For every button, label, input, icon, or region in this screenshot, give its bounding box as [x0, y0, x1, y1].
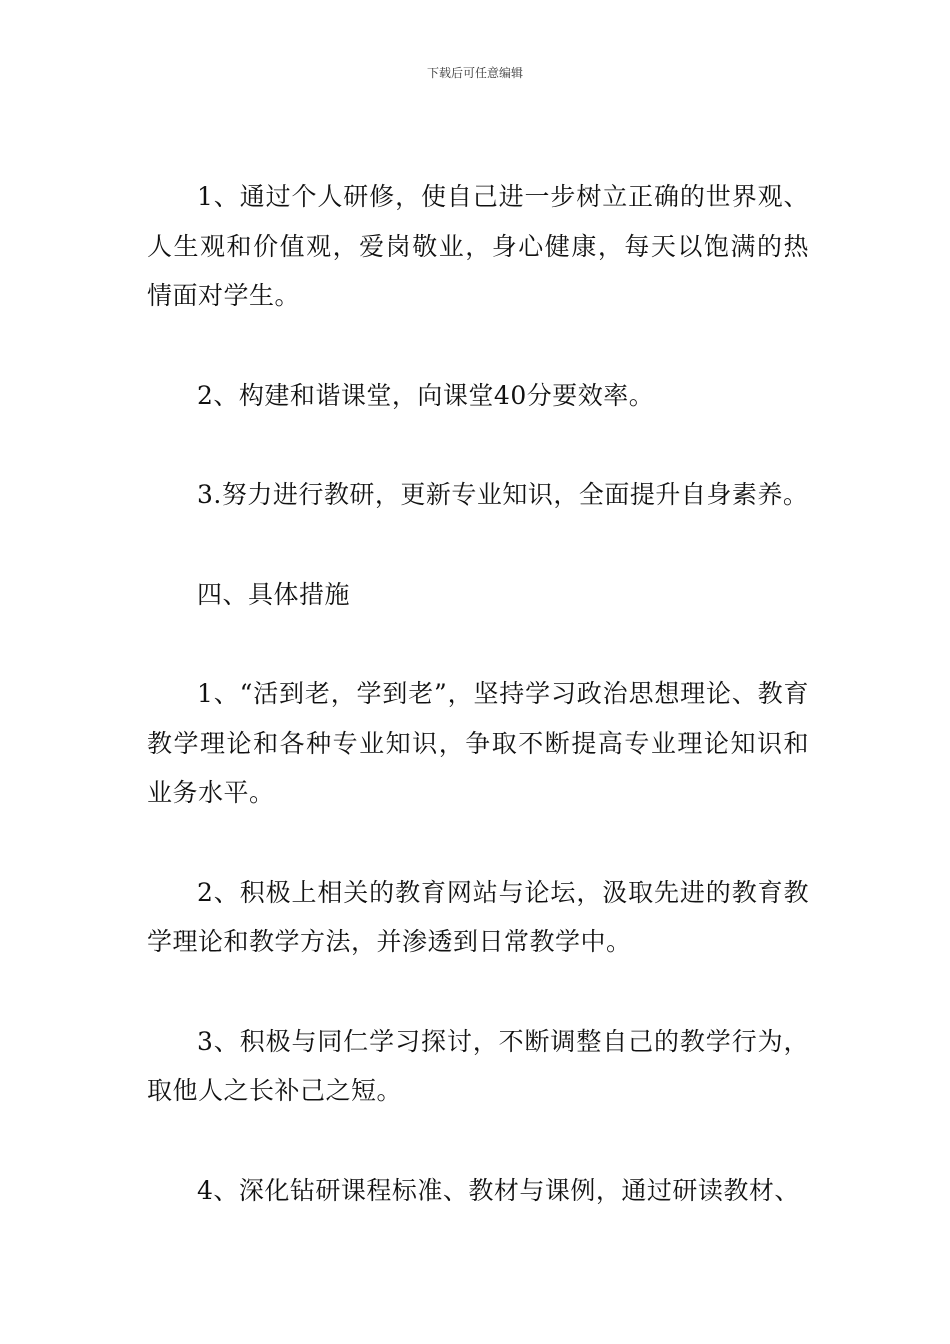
section-heading-measures: 四、具体措施: [197, 579, 351, 609]
paragraph-goal-2: 2、构建和谐课堂，向课堂40分要效率。: [197, 380, 655, 410]
paragraph-goal-1: 1、通过个人研修，使自己进一步树立正确的世界观、人生观和价值观，爱岗敬业，身心健康，每天以饱满的热情面对学生。: [147, 182, 809, 310]
paragraph-goal-3: 3.努力进行教研，更新专业知识，全面提升自身素养。: [197, 480, 809, 509]
paragraph-measure-1: 1、“活到老，学到老”，坚持学习政治思想理论、教育教学理论和各种专业知识，争取不断提高专业理论知识和业务水平。: [147, 679, 809, 807]
page-header-note: 下载后可任意编辑: [426, 66, 523, 80]
paragraph-measure-3: 3、积极与同仁学习探讨，不断调整自己的教学行为，取他人之长补己之短。: [147, 1026, 809, 1105]
paragraph-measure-4: 4、深化钻研课程标准、教材与课例，通过研读教材、: [197, 1175, 800, 1205]
paragraph-measure-2: 2、积极上相关的教育网站与论坛，汲取先进的教育教学理论和教学方法，并渗透到日常教学中。: [147, 877, 809, 956]
document-body: [147, 172, 809, 1265]
